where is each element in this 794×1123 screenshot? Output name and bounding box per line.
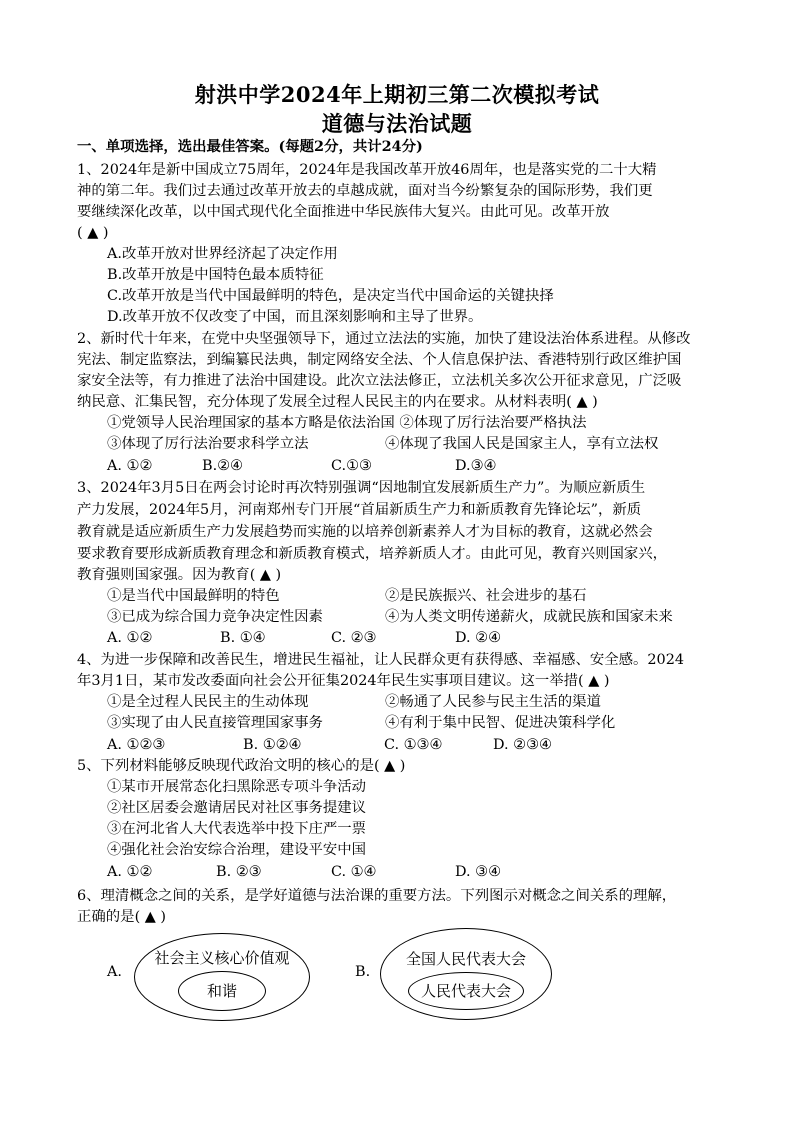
venn-diagram-a xyxy=(134,933,310,1021)
question-text-line: 家安全法等，有力推进了法治中国建设。此次立法法修正，立法机关多次公开征求意见，广泛吸 xyxy=(77,373,682,389)
question-text-line: 教育强则国家强。因为教育( ▲ ) xyxy=(77,567,282,583)
choice-a: A. ①② xyxy=(107,458,153,474)
statement: ①是当代中国最鲜明的特色 xyxy=(107,588,280,604)
choice-a: A. ①② xyxy=(107,630,153,646)
choice-d: D. ②④ xyxy=(455,630,501,646)
diagram-a-label: A. xyxy=(107,964,122,980)
question-text-line: 5、下列材料能够反映现代政治文明的核心的是( ▲ ) xyxy=(77,758,406,774)
diagram-b-label: B. xyxy=(355,964,371,980)
statement: ④体现了我国人民是国家主人，享有立法权 xyxy=(385,436,659,452)
exam-subject-title: 道德与法治试题 xyxy=(321,111,473,136)
option-c: C.改革开放是当代中国最鲜明的特色，是决定当代中国命运的关键抉择 xyxy=(107,288,554,304)
question-text-line: 要求教育要形成新质教育理念和新质教育模式，培养新质人才。由此可见，教育兴则国家兴， xyxy=(77,546,668,562)
question-text-line: 要继续深化改革，以中国式现代化全面推进中华民族伟大复兴。由此可见。改革开放 xyxy=(77,204,610,220)
option-d: D.改革开放不仅改变了中国，而且深刻影响和主导了世界。 xyxy=(107,309,483,325)
statement: ②是民族振兴、社会进步的基石 xyxy=(385,588,587,604)
question-text-line: 纳民意、汇集民智，充分体现了发展全过程人民民主的内在要求。从材料表明( ▲ ) xyxy=(77,394,598,410)
choice-b: B. ②③ xyxy=(216,864,262,880)
choice-c: C.①③ xyxy=(331,458,372,474)
inner-concept-label: 和谐 xyxy=(206,982,237,1000)
venn-diagram-b xyxy=(380,928,552,1020)
exam-title: 射洪中学2024年上期初三第二次模拟考试 xyxy=(194,82,600,107)
section-heading: 一、单项选择，选出最佳答案。(每题2分，共计24分) xyxy=(77,138,423,155)
statement: ④强化社会治安综合治理，建设平安中国 xyxy=(107,842,367,858)
question-text-line: 神的第二年。我们过去通过改革开放去的卓越成就，面对当今纷繁复杂的国际形势，我们更 xyxy=(77,183,653,199)
choice-a: A. ①② xyxy=(107,864,153,880)
statement: ①是全过程人民民主的生动体现 xyxy=(107,694,309,710)
choice-d: D.③④ xyxy=(455,458,497,474)
statement: ④有利于集中民智、促进决策科学化 xyxy=(385,715,616,731)
question-text-line: 4、为进一步保障和改善民生，增进民生福祉，让人民群众更有获得感、幸福感、安全感。2024 xyxy=(77,652,685,668)
choice-d: D. ②③④ xyxy=(493,737,552,753)
choice-c: C. ①③④ xyxy=(384,737,443,753)
option-b: B.改革开放是中国特色最本质特征 xyxy=(107,267,324,283)
choice-b: B.②④ xyxy=(202,458,243,474)
question-text-line: 正确的是( ▲ ) xyxy=(77,909,167,925)
statement: ③在河北省人大代表选举中投下庄严一票 xyxy=(107,821,367,837)
statement: ②畅通了人民参与民主生活的渠道 xyxy=(385,694,601,710)
choice-c: C. ②③ xyxy=(331,630,377,646)
outer-concept-label: 全国人民代表大会 xyxy=(405,950,526,968)
question-text-line: 3、2024年3月5日在两会讨论时再次特别强调“因地制宜发展新质生产力”。为顺应新质生 xyxy=(77,480,646,496)
question-text-line: 6、理清概念之间的关系，是学好道德与法治课的重要方法。下列图示对概念之间关系的理解， xyxy=(77,888,677,904)
question-text-line: 年3月1日，某市发改委面向社会公开征集2024年民生实事项目建议。这一举措( ▲ ) xyxy=(77,673,610,689)
choice-b: B. ①④ xyxy=(220,630,266,646)
statement: ③已成为综合国力竞争决定性因素 xyxy=(107,609,323,625)
choice-b: B. ①②④ xyxy=(243,737,302,753)
statement: ①某市开展常态化扫黑除恶专项斗争活动 xyxy=(107,779,367,795)
question-text-line: 教育就是适应新质生产力发展趋势而实施的以培养创新素养人才为目标的教育，这就必然会 xyxy=(77,524,653,540)
choice-c: C. ①④ xyxy=(331,864,377,880)
question-text-line: 2、新时代十年来，在党中央坚强领导下，通过立法法的实施，加快了建设法治体系进程。从修改 xyxy=(77,331,691,347)
statement: ②社区居委会邀请居民对社区事务提建议 xyxy=(107,800,367,816)
choice-d: D. ③④ xyxy=(455,864,501,880)
statement: ①党领导人民治理国家的基本方略是依法治国 ②体现了厉行法治要严格执法 xyxy=(107,415,587,431)
statement: ③体现了厉行法治要求科学立法 xyxy=(107,436,309,452)
question-text-line: 产力发展，2024年5月，河南郑州专门开展“首届新质生产力和新质教育先锋论坛”，新质 xyxy=(77,502,642,518)
answer-placeholder: ( ▲ ) xyxy=(77,225,109,241)
outer-concept-label: 社会主义核心价值观 xyxy=(154,949,290,967)
option-a: A.改革开放对世界经济起了决定作用 xyxy=(107,246,338,262)
inner-concept-label: 人民代表大会 xyxy=(420,982,511,1000)
choice-a: A. ①②③ xyxy=(107,737,166,753)
question-text-line: 1、2024年是新中国成立75周年，2024年是我国改革开放46周年，也是落实党的二十大精 xyxy=(77,162,657,178)
statement: ③实现了由人民直接管理国家事务 xyxy=(107,715,323,731)
statement: ④为人类文明传递薪火，成就民族和国家未来 xyxy=(385,609,673,625)
question-text-line: 宪法、制定监察法，到编纂民法典，制定网络安全法、个人信息保护法、香港特别行政区维护国 xyxy=(77,352,682,368)
